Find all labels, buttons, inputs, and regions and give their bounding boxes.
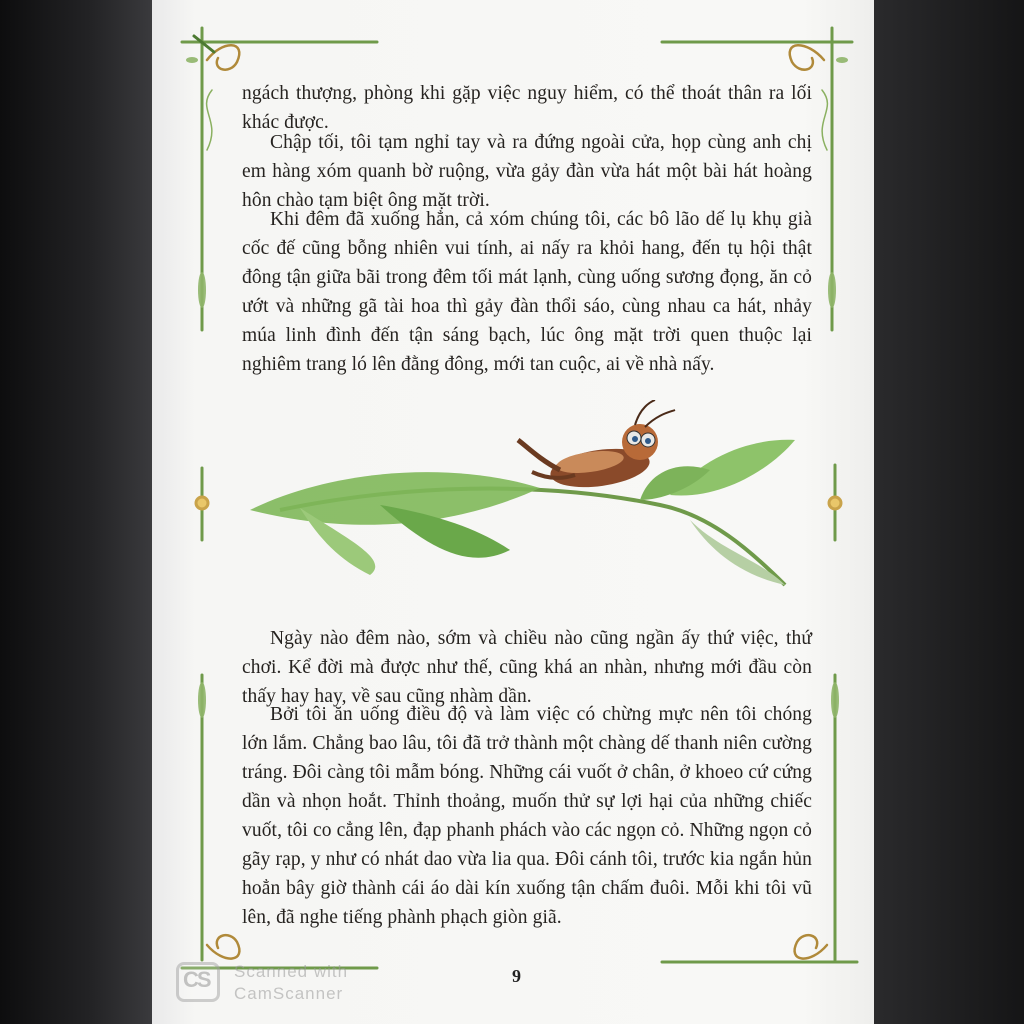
camscanner-logo-icon: CS bbox=[176, 962, 220, 1002]
paragraph-1: ngách thượng, phòng khi gặp việc nguy hiểm, có thể thoát thân ra lối khác được. bbox=[242, 83, 812, 133]
paragraph-5: Bởi tôi ăn uống điều độ và làm việc có chừng mực nên tôi chóng lớn lắm. Chẳng bao lâu, tôi đã trở thành một chàng dế thanh niên cường tráng. Đôi càng tôi mẫm bóng. Những cái vuốt ở chân, ở khoeo cứ cứng dần và nhọn hoắt. Thỉnh thoảng, muốn thử sự lợi hại của những chiếc vuốt, tôi co cẳng lên, đạp phanh phách vào các ngọn cỏ. Những ngọn cỏ gãy rạp, y như có nhát dao vừa lia qua. Đôi cánh tôi, trước kia ngắn hủn hoẳn bây giờ thành cái áo dài kín xuống tận chấm đuôi. Mỗi khi tôi vũ lên, đã nghe tiếng phành phạch giòn giã. bbox=[242, 704, 812, 928]
book-page bbox=[152, 0, 874, 1024]
watermark-line-2: CamScanner bbox=[234, 984, 344, 1003]
cricket-on-leaf-illustration bbox=[240, 400, 800, 600]
background-right bbox=[874, 0, 1024, 1024]
cricket-character bbox=[518, 400, 675, 493]
book-spine-shadow bbox=[0, 0, 152, 1024]
watermark-line-1: Scanned with bbox=[234, 962, 349, 981]
paragraph-3: Khi đêm đã xuống hẳn, cả xóm chúng tôi, các bô lão dế lụ khụ già cốc đế cũng bỗng nhiên vui tính, ai nấy ra khỏi hang, đến tụ hội thật đông tận giữa bãi trong đêm tối mát lạnh, cùng uống sương đọng, ăn cỏ ướt và những gã tài hoa thì gảy đàn thổi sáo, cùng nhau ca hát, nhảy múa linh đình đến tận sáng bạch, lúc ông mặt trời quen thuộc lại nghiêm trang ló lên đằng đông, mới tan cuộc, ai về nhà nấy. bbox=[242, 209, 812, 375]
page-number: 9 bbox=[512, 966, 521, 986]
camscanner-watermark bbox=[176, 958, 376, 1008]
paragraph-2: Chập tối, tôi tạm nghỉ tay và ra đứng ngoài cửa, họp cùng anh chị em hàng xóm quanh bờ ruộng, vừa gảy đàn vừa hát một bài hát hoàng hôn chào tạm biệt ông mặt trời. bbox=[242, 132, 812, 211]
paragraph-4: Ngày nào đêm nào, sớm và chiều nào cũng ngần ấy thứ việc, thứ chơi. Kể đời mà được như thế, cũng khá an nhàn, nhưng mới đầu còn thấy hay hay, về sau cũng nhàm dần. bbox=[242, 628, 812, 707]
